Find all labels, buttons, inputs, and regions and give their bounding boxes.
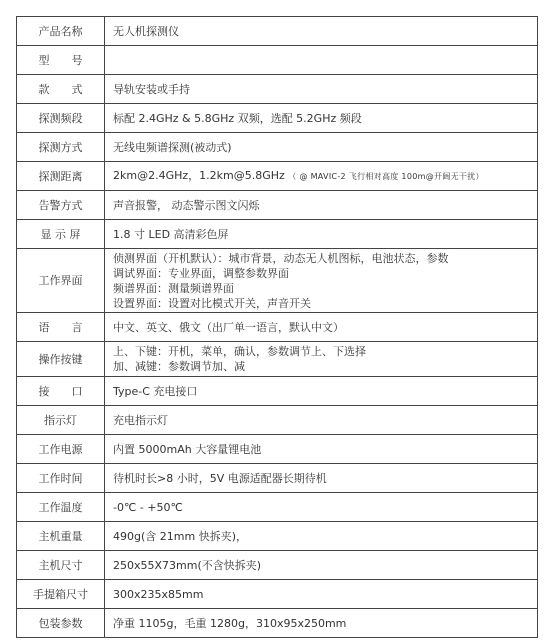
spec-row xyxy=(17,313,538,342)
spec-value xyxy=(105,580,538,609)
spec-value xyxy=(105,249,538,313)
spec-row xyxy=(17,249,538,313)
spec-key: 工作电源 xyxy=(17,435,105,464)
spec-value xyxy=(105,313,538,342)
spec-row xyxy=(17,220,538,249)
spec-key: 工作温度 xyxy=(17,493,105,522)
spec-key: 操作按键 xyxy=(17,342,105,377)
spec-key: 指示灯 xyxy=(17,406,105,435)
spec-row xyxy=(17,522,538,551)
spec-value-line: Type-C 充电接口 xyxy=(113,384,198,398)
spec-key: 主机尺寸 xyxy=(17,551,105,580)
spec-key: 接 口 xyxy=(17,377,105,406)
spec-key: 探测距离 xyxy=(17,162,105,191)
spec-value-line: 加、减键：参数调节加、减 xyxy=(113,360,245,373)
spec-value-line: 设置界面：设置对比模式开关，声音开关 xyxy=(113,296,311,310)
spec-value-line: 2km@2.4GHz，1.2km@5.8GHz xyxy=(113,169,285,182)
spec-row xyxy=(17,162,538,191)
spec-value-line: 250x55X73mm(不含快拆夹) xyxy=(113,558,262,572)
spec-row xyxy=(17,377,538,406)
spec-value xyxy=(105,342,538,377)
spec-value-line: 调试界面：专业界面，调整参数界面 xyxy=(113,266,289,280)
spec-row xyxy=(17,46,538,75)
spec-value xyxy=(105,522,538,551)
spec-row xyxy=(17,104,538,133)
spec-value-line: 待机时长>8 小时，5V 电源适配器长期待机 xyxy=(113,471,327,485)
spec-row xyxy=(17,342,538,377)
spec-row xyxy=(17,75,538,104)
spec-key: 款 式 xyxy=(17,75,105,104)
spec-row xyxy=(17,580,538,609)
spec-key: 型 号 xyxy=(17,46,105,75)
spec-key: 语 言 xyxy=(17,313,105,342)
spec-key: 探测频段 xyxy=(17,104,105,133)
spec-value-line: 无人机探测仪 xyxy=(113,24,179,38)
spec-value xyxy=(105,551,538,580)
spec-value xyxy=(105,104,538,133)
spec-value xyxy=(105,406,538,435)
spec-value-line: -0℃ - +50℃ xyxy=(113,500,183,514)
spec-value xyxy=(105,464,538,493)
spec-value-line: 充电指示灯 xyxy=(113,413,168,427)
spec-table-body xyxy=(17,17,538,638)
spec-value-line: 300x235x85mm xyxy=(113,587,204,601)
spec-row xyxy=(17,191,538,220)
spec-row xyxy=(17,133,538,162)
spec-row xyxy=(17,551,538,580)
spec-key: 告警方式 xyxy=(17,191,105,220)
spec-key: 包装参数 xyxy=(17,609,105,638)
spec-value xyxy=(105,17,538,46)
spec-value xyxy=(105,377,538,406)
spec-key: 主机重量 xyxy=(17,522,105,551)
spec-value xyxy=(105,191,538,220)
spec-value-line: 1.8 寸 LED 高清彩色屏 xyxy=(113,227,229,241)
spec-key: 显 示 屏 xyxy=(17,220,105,249)
spec-key: 手提箱尺寸 xyxy=(17,580,105,609)
spec-row xyxy=(17,406,538,435)
spec-value-line: 内置 5000mAh 大容量锂电池 xyxy=(113,442,262,456)
spec-value-line: 490g(含 21mm 快拆夹)， xyxy=(113,529,247,543)
spec-value-line: 侦测界面（开机默认）：城市背景，动态无人机图标，电池状态，参数 xyxy=(113,251,449,265)
spec-table xyxy=(16,16,538,638)
spec-value-line: 频谱界面：测量频谱界面 xyxy=(113,281,234,295)
spec-value xyxy=(105,435,538,464)
spec-key: 工作时间 xyxy=(17,464,105,493)
spec-row xyxy=(17,464,538,493)
spec-value xyxy=(105,609,538,638)
spec-value-note: （ @ MAVIC-2 飞行相对高度 100m@开阔无干扰） xyxy=(288,172,484,181)
spec-row xyxy=(17,435,538,464)
spec-value xyxy=(105,46,538,75)
spec-value-line: 声音报警， 动态警示图文闪烁 xyxy=(113,198,260,212)
spec-row xyxy=(17,493,538,522)
spec-value-line: 导轨安装或手持 xyxy=(113,82,190,96)
spec-value-line: 无线电频谱探测(被动式) xyxy=(113,140,232,154)
spec-value xyxy=(105,162,538,191)
spec-key: 工作界面 xyxy=(17,249,105,313)
spec-row xyxy=(17,609,538,638)
spec-row xyxy=(17,17,538,46)
spec-key: 探测方式 xyxy=(17,133,105,162)
spec-value-line: 净重 1105g，毛重 1280g，310x95x250mm xyxy=(113,616,347,630)
spec-value xyxy=(105,75,538,104)
spec-value-line: 中文、英文、俄文（出厂单一语言，默认中文） xyxy=(113,320,344,334)
spec-value-line: 上、下键：开机，菜单，确认，参数调节上、下选择 xyxy=(113,345,366,358)
spec-key: 产品名称 xyxy=(17,17,105,46)
spec-value xyxy=(105,133,538,162)
spec-value xyxy=(105,220,538,249)
spec-value-line: 标配 2.4GHz & 5.8GHz 双频，选配 5.2GHz 频段 xyxy=(113,111,362,125)
spec-value xyxy=(105,493,538,522)
